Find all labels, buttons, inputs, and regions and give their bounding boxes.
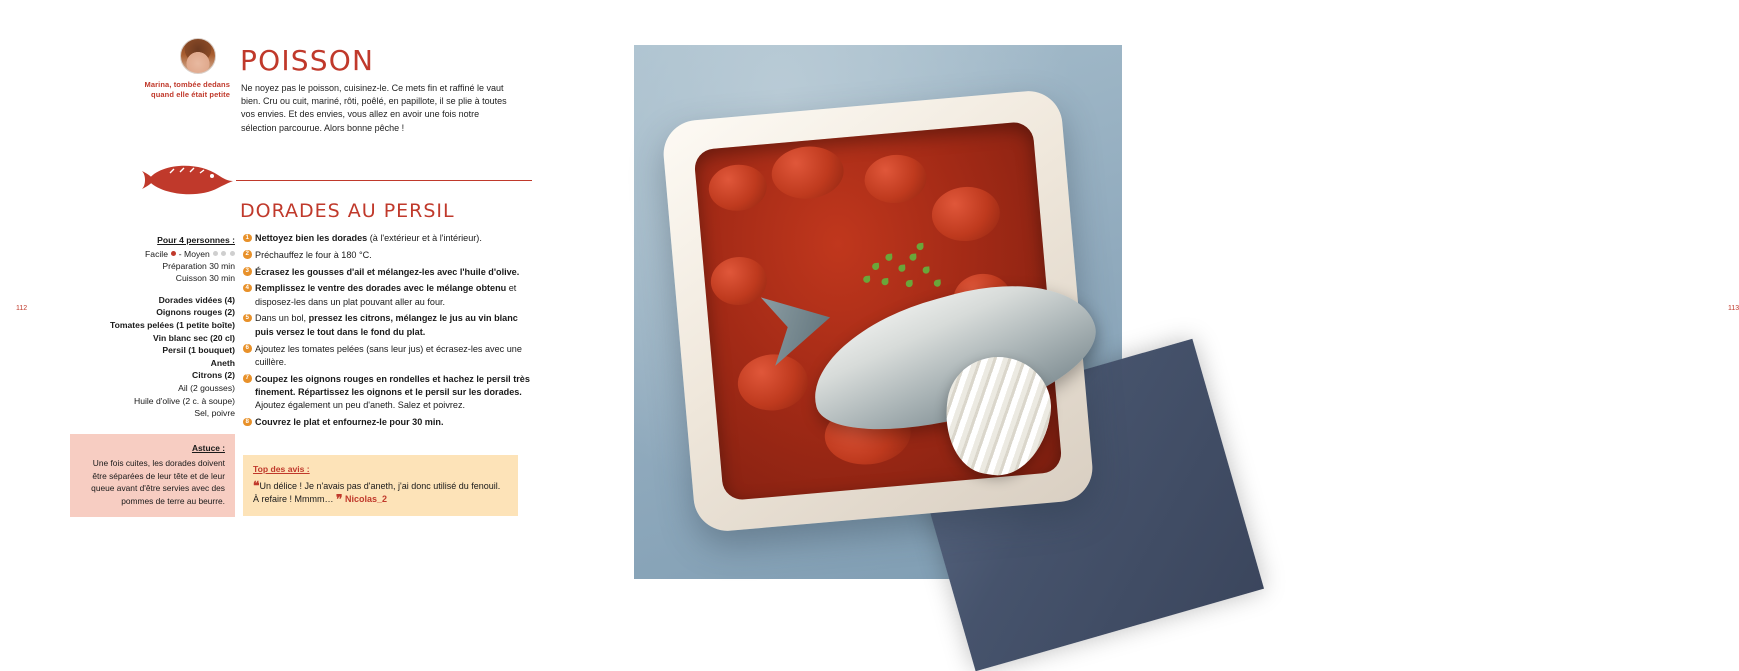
cook-time: Cuisson 30 min bbox=[175, 273, 235, 284]
top-reviews-title: Top des avis : bbox=[253, 464, 310, 474]
recipe-steps bbox=[243, 232, 535, 433]
herb-leaf bbox=[909, 253, 917, 261]
tomato bbox=[736, 351, 811, 413]
author-block bbox=[120, 38, 230, 100]
astuce-title: Astuce : bbox=[191, 443, 225, 453]
top-reviews-box bbox=[243, 455, 518, 516]
section-divider bbox=[236, 180, 532, 181]
step-text: Ajoutez les tomates pelées (sans leur jus) et écrasez-les avec une cuillère. bbox=[255, 343, 522, 367]
fish-ornament-icon bbox=[140, 155, 236, 195]
recipe-step bbox=[243, 416, 535, 429]
difficulty-medium-label: Moyen bbox=[184, 248, 210, 259]
herb-leaf bbox=[905, 280, 913, 288]
baking-dish bbox=[661, 88, 1095, 533]
step-text: (à l'extérieur et à l'intérieur). bbox=[367, 233, 482, 243]
fish-ornament bbox=[140, 155, 532, 195]
section-intro: Ne noyez pas le poisson, cuisinez-le. Ce mets fin et raffiné le vaut bien. Cru ou cuit, mariné, rôti, poêlé, en papillote, il se plie à toutes vos envies. Et des envies, vous allez en avoir une fois notre sélection parcourue. Alors bonne pêche ! bbox=[241, 83, 507, 133]
step-text: Dans un bol, bbox=[255, 313, 309, 324]
difficulty-dot-filled bbox=[171, 251, 176, 256]
herb-leaf bbox=[916, 243, 924, 251]
page-number-left: 112 bbox=[16, 305, 28, 312]
recipe-step bbox=[243, 266, 535, 279]
ingredient-item: Huile d'olive (2 c. à soupe) bbox=[134, 395, 235, 406]
tomato bbox=[930, 184, 1002, 244]
difficulty-easy-label: Facile bbox=[145, 248, 168, 259]
difficulty-dot-empty-1 bbox=[213, 251, 218, 256]
difficulty-dot-empty-2 bbox=[221, 251, 226, 256]
recipe-step bbox=[243, 373, 535, 413]
ingredient-item: Sel, poivre bbox=[194, 408, 235, 419]
herb-leaf bbox=[872, 263, 880, 271]
quote-open-icon: ❝ bbox=[253, 479, 260, 493]
tomato bbox=[709, 255, 769, 308]
review-author: Nicolas_2 bbox=[345, 494, 388, 504]
astuce-text: Une fois cuites, les dorades doivent être séparées de leur tête et de leur queue avant d'être servies avec des pommes de terre au beurre. bbox=[91, 458, 225, 506]
recipe-photo bbox=[634, 45, 1122, 579]
step-text: Préchauffez le four à 180 °C. bbox=[255, 249, 372, 260]
step-number: 7 bbox=[243, 374, 252, 383]
prep-time: Préparation 30 min bbox=[162, 261, 235, 271]
step-number: 6 bbox=[243, 344, 252, 353]
step-number: 4 bbox=[243, 284, 252, 293]
ingredient-item: Citrons (2) bbox=[192, 370, 235, 381]
dish-contents bbox=[693, 121, 1062, 501]
difficulty-row bbox=[70, 248, 235, 260]
recipe-step bbox=[243, 282, 535, 309]
step-number: 3 bbox=[243, 267, 252, 276]
ingredients-column bbox=[70, 234, 235, 420]
step-bold-text: Écrasez les gousses d'ail et mélangez-les avec l'huile d'olive. bbox=[255, 266, 520, 277]
recipe-step bbox=[243, 312, 535, 339]
tomato bbox=[863, 152, 929, 205]
herb-leaf bbox=[885, 254, 893, 262]
review-text: Un délice ! Je n'avais pas d'aneth, j'ai donc utilisé du fenouil. À refaire ! Mmmm… bbox=[253, 481, 501, 504]
servings-label: Pour 4 personnes : bbox=[157, 235, 235, 245]
tomato bbox=[770, 144, 846, 202]
difficulty-separator: - bbox=[178, 248, 182, 259]
author-caption: Marina, tombée dedans quand elle était petite bbox=[144, 80, 230, 99]
portrait-avatar-icon bbox=[180, 38, 216, 74]
step-number: 5 bbox=[243, 314, 252, 323]
step-bold-text: Nettoyez bien les dorades bbox=[255, 233, 368, 243]
ingredient-item: Persil (1 bouquet) bbox=[162, 345, 235, 356]
ingredient-item: Tomates pelées (1 petite boîte) bbox=[110, 320, 235, 330]
recipe-title: DORADES AU PERSIL bbox=[240, 200, 455, 222]
herb-leaf bbox=[898, 264, 906, 272]
tomato bbox=[707, 162, 769, 213]
ingredient-item: Dorades vidées (4) bbox=[158, 294, 235, 305]
right-page bbox=[585, 0, 1739, 636]
recipe-step bbox=[243, 249, 535, 262]
ingredient-item: Ail (2 gousses) bbox=[178, 382, 235, 393]
ingredient-item: Vin blanc sec (20 cl) bbox=[153, 332, 235, 343]
recipe-step bbox=[243, 343, 535, 370]
ingredient-item: Aneth bbox=[210, 357, 235, 368]
step-bold-text: Couvrez le plat et enfournez-le pour 30 min. bbox=[255, 417, 444, 428]
section-title: POISSON bbox=[240, 44, 375, 77]
recipe-step bbox=[243, 232, 535, 245]
herb-leaf bbox=[922, 266, 930, 274]
step-number: 8 bbox=[243, 418, 252, 427]
step-number: 1 bbox=[243, 234, 252, 243]
herb-leaf bbox=[881, 278, 889, 286]
review-quote bbox=[253, 480, 508, 506]
astuce-box bbox=[70, 434, 235, 517]
step-bold-text: Remplissez le ventre des dorades avec le mélange obtenu bbox=[255, 283, 507, 294]
difficulty-dot-empty-3 bbox=[230, 251, 235, 256]
ingredient-item: Oignons rouges (2) bbox=[156, 307, 235, 318]
page-number-right: 113 bbox=[1728, 305, 1739, 312]
herb-leaf bbox=[863, 276, 871, 284]
step-bold-text: Coupez les oignons rouges en rondelles et hachez le persil très finement. Répartissez les oignons et le persil sur les dorades. bbox=[255, 373, 530, 397]
quote-close-icon: ❞ bbox=[336, 492, 343, 506]
step-text: et disposez-les dans un plat pouvant aller au four. bbox=[255, 283, 517, 307]
step-bold-text: pressez les citrons, mélangez le jus au vin blanc puis versez le tout dans le fond du plat. bbox=[255, 313, 518, 337]
left-page bbox=[0, 0, 585, 636]
step-text: Ajoutez également un peu d'aneth. Salez et poivrez. bbox=[255, 400, 466, 411]
step-number: 2 bbox=[243, 250, 252, 259]
herb-leaf bbox=[934, 279, 942, 287]
